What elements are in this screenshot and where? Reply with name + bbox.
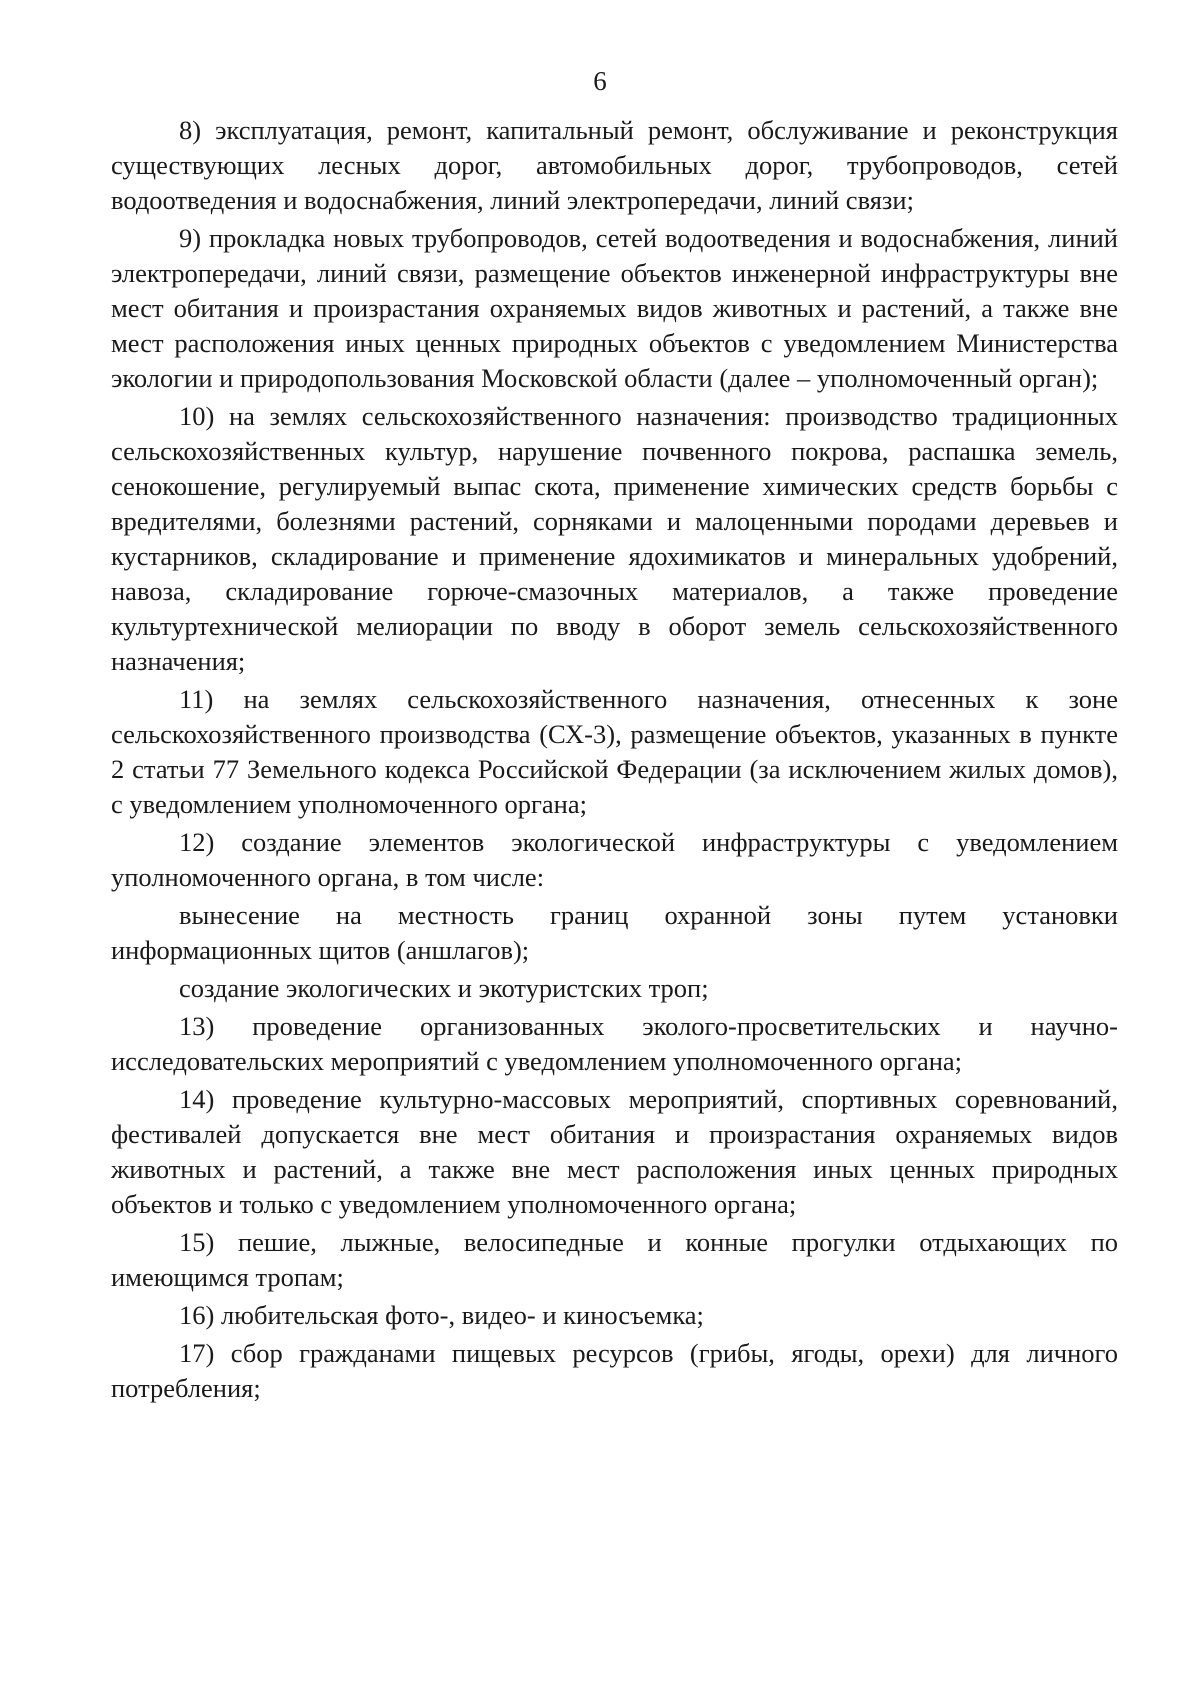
list-item-12: 12) создание элементов экологической инфраструктуры с уведомлением уполномоченного органа, в том числе:	[111, 827, 1118, 892]
list-item-11: 11) на землях сельскохозяйственного назначения, отнесенных к зоне сельскохозяйственного производства (СХ-3), размещение объектов, указанных в пункте 2 статьи 77 Земельного кодекса Российской Федерации (за исключением жилых домов), с уведомлением уполномоченного органа;	[111, 684, 1118, 819]
list-item-12-sub-eco-trails: создание экологических и экотуристских троп;	[179, 973, 709, 1003]
list-item-13: 13) проведение организованных эколого-просветительских и научно-исследовательских мероприятий с уведомлением уполномоченного органа;	[111, 1011, 1118, 1076]
list-item-9: 9) прокладка новых трубопроводов, сетей водоотведения и водоснабжения, линий электропередачи, линий связи, размещение объектов инженерной инфраструктуры вне мест обитания и произрастания охраняемых видов животных и растений, а также вне мест расположения иных ценных природных объектов с уведомлением Министерства экологии и природопользования Московской области (далее – уполномоченный орган);	[111, 223, 1118, 393]
page-number: 6	[593, 66, 607, 96]
list-item-12-sub-boundary-marking: вынесение на местность границ охранной зоны путем установки информационных щитов (аншлагов);	[111, 900, 1118, 965]
document-body	[111, 113, 1118, 1409]
list-item-8: 8) эксплуатация, ремонт, капитальный ремонт, обслуживание и реконструкция существующих лесных дорог, автомобильных дорог, трубопроводов, сетей водоотведения и водоснабжения, линий электропередачи, линий связи;	[111, 115, 1118, 215]
list-item-10: 10) на землях сельскохозяйственного назначения: производство традиционных сельскохозяйственных культур, нарушение почвенного покрова, распашка земель, сенокошение, регулируемый выпас скота, применение химических средств борьбы с вредителями, болезнями растений, сорняками и малоценными породами деревьев и кустарников, складирование и применение ядохимикатов и минеральных удобрений, навоза, складирование горюче-смазочных материалов, а также проведение культуртехнической мелиорации по вводу в оборот земель сельскохозяйственного назначения;	[111, 401, 1118, 676]
list-item-14: 14) проведение культурно-массовых мероприятий, спортивных соревнований, фестивалей допускается вне мест обитания и произрастания охраняемых видов животных и растений, а также вне мест расположения иных ценных природных объектов и только с уведомлением уполномоченного органа;	[111, 1084, 1118, 1219]
list-item-16: 16) любительская фото-, видео- и киносъемка;	[179, 1300, 704, 1330]
list-item-17: 17) сбор гражданами пищевых ресурсов (грибы, ягоды, орехи) для личного потребления;	[111, 1338, 1118, 1403]
list-item-15: 15) пешие, лыжные, велосипедные и конные прогулки отдыхающих по имеющимся тропам;	[111, 1227, 1118, 1292]
